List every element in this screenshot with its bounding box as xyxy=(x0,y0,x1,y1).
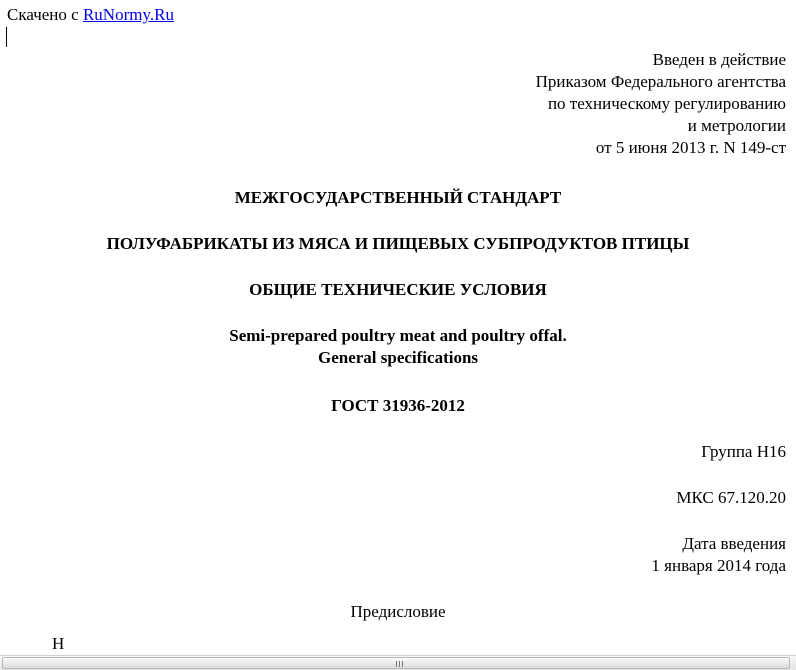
standard-name-heading: ПОЛУФАБРИКАТЫ ИЗ МЯСА И ПИЩЕВЫХ СУБПРОДУКТОВ ПТИЦЫ xyxy=(106,234,690,253)
scrollbar-thumb[interactable] xyxy=(2,657,790,669)
approval-line: по техническому регулированию xyxy=(547,94,786,113)
introduction-date xyxy=(651,533,786,577)
standard-type-heading: МЕЖГОСУДАРСТВЕННЫЙ СТАНДАРТ xyxy=(234,188,562,207)
introduction-date-label: Дата введения xyxy=(682,534,786,553)
text-cursor xyxy=(6,27,7,47)
scrollbar-grip-icon xyxy=(396,661,405,667)
approval-line: от 5 июня 2013 г. N 149-ст xyxy=(595,138,786,157)
gost-designation: ГОСТ 31936-2012 xyxy=(331,396,465,415)
english-title xyxy=(0,325,796,369)
source-link[interactable]: RuNormy.Ru xyxy=(82,5,174,24)
approval-line: Введен в действие xyxy=(652,50,786,69)
horizontal-scrollbar[interactable] xyxy=(0,655,796,670)
mks-code: МКС 67.120.20 xyxy=(676,488,786,507)
approval-block xyxy=(536,49,786,159)
standard-subtitle-heading: ОБЩИЕ ТЕХНИЧЕСКИЕ УСЛОВИЯ xyxy=(249,280,547,299)
approval-line: и метрологии xyxy=(687,116,786,135)
source-line xyxy=(7,5,174,25)
foreword-heading: Предисловие xyxy=(350,602,446,621)
english-title-line-2: General specifications xyxy=(317,348,479,367)
group-code: Группа Н16 xyxy=(701,442,786,461)
foreword-first-line xyxy=(52,634,752,655)
approval-line: Приказом Федерального агентства xyxy=(535,72,786,91)
foreword-first-line-text: Н xyxy=(52,634,65,653)
source-prefix: Скачено с xyxy=(7,5,79,24)
introduction-date-value: 1 января 2014 года xyxy=(651,556,786,575)
english-title-line-1: Semi-prepared poultry meat and poultry offal. xyxy=(229,326,567,345)
